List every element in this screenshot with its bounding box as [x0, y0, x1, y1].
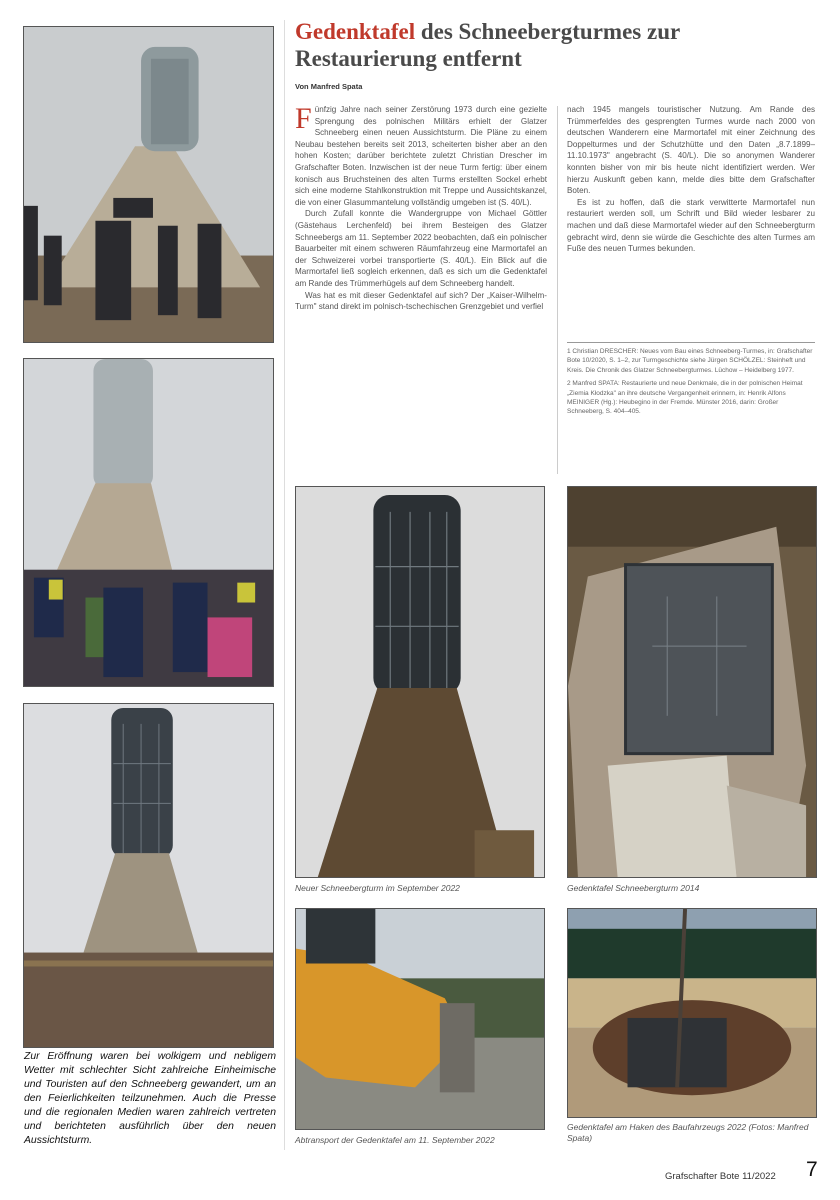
paragraph: nach 1945 mangels touristischer Nutzung. Am Rande des Trümmerfeldes des gesprengten Turmes wurde nach 2000 von deutschen Wanderern eine Marmortafel mit einer Zeichnung des Doppelturmes und der Schutzhütte und den Daten „8.7.1899–11.10.1973" angebracht (S. 40/L). Die so anonymen Wanderer konnten bisher von mir bis heute nicht identifiziert werden. Wer hierzu Auskunft geben kann, melde dies bitte dem Grafschafter Boten.	[567, 105, 815, 196]
photo-tower-crowd-fog	[23, 358, 274, 687]
caption-plaque-2014: Gedenktafel Schneebergturm 2014	[567, 883, 700, 893]
caption-opening: Zur Eröffnung waren bei wolkigem und nebligem Wetter mit schlechter Sicht zahlreiche Einheimische und Touristen auf den Schneeberg gewandert, um an den Feierlichkeiten teilzunehmen. Auch die Presse und die regionalen Medien waren zahlreich vertreten und berichteten ausführlich über den neuen Aussichtsturm.	[24, 1051, 276, 1146]
footnote: 2 Manfred SPATA: Restaurierte und neue Denkmale, die in der polnischen Heimat „Ziemia Kłodzka" an ihre deutsche Vergangenheit erinnern, in: Henrik Alfons MEINIGER (Hg.): Heubegino in der Fremde. Münster 2016, darin: Großer Schneeberg, S. 404–405.	[567, 380, 803, 416]
paragraph: Fünfzig Jahre nach seiner Zerstörung 1973 durch eine gezielte Sprengung des polnischen Militärs erhielt der Glatzer Schneeberg einen neuen Aussichtsturm. Die Pläne zu einem Neubau bestehen bereits seit 2013, scheiterten bisher aber an den hohen Kosten; darüber berichtete zuletzt Christian Drescher im Grafschafter Boten. Inzwischen ist der neue Turm fertig: über einem konisch aus Bruchsteinen des alten Turms erstellten Sockel erhebt sich eine moderne Stahlkonstruktion mit Treppe und Aussichtskanzel, die von einer Glasummantelung vollständig umgeben ist (S. 40/L).	[295, 102, 547, 207]
page-divider	[284, 20, 285, 1150]
photo-tower-press-crowd	[23, 26, 274, 343]
paragraph: Es ist zu hoffen, daß die stark verwitterte Marmortafel nun restauriert werden soll, um Schrift und Bild wieder lesbarer zu machen und daß diese Marmortafel wieder auf den Schneebergturm gebracht wird, denn sie würde die Geschichte des alten Turmes am Fuße des neuen Turmes bekunden.	[567, 197, 815, 254]
photo-plaque-2014	[567, 486, 817, 878]
photo-plaque-transport	[295, 908, 545, 1130]
article-column-1	[295, 104, 547, 313]
article-column-2	[567, 104, 815, 255]
byline: Von Manfred Spata	[295, 82, 363, 91]
caption-transport: Abtransport der Gedenktafel am 11. September 2022	[295, 1135, 495, 1145]
footnotes	[567, 347, 815, 421]
footnote: 1 Christian DRESCHER: Neues vom Bau eines Schneeberg-Turmes, in: Grafschafter Bote 10/2020, S. 1–2, zur Turmgeschichte siehe Jürgen SCHÖLZEL: Steinheft und Kreis. Die Chronik des Glatzer Schneebergturmes. Lüchow – Heidelberg 1977.	[567, 348, 813, 374]
footnote-rule	[567, 342, 815, 343]
photo-new-tower	[295, 486, 545, 878]
article-title	[295, 18, 815, 72]
caption-plaque-vehicle: Gedenktafel am Haken des Baufahrzeugs 2022 (Fotos: Manfred Spata)	[567, 1122, 809, 1143]
column-divider	[557, 106, 558, 474]
photo-tower-cloudy	[23, 703, 274, 1048]
paragraph: Was hat es mit dieser Gedenktafel auf sich? Der „Kaiser-Wilhelm-Turm" stand direkt im polnisch-tschechischen Grenzgebiet und verfiel	[295, 290, 547, 312]
dropcap: F	[295, 102, 312, 135]
title-red: Gedenktafel	[295, 19, 416, 44]
caption-tower-september: Neuer Schneebergturm im September 2022	[295, 883, 460, 893]
paragraph: Durch Zufall konnte die Wandergruppe von Michael Göttler (Gästehaus Lerchenfeld) bei ihrem Besteigen des Glatzer Schneebergs am 11. September 2022 beobachten, daß ein polnischer Bauarbeiter mit einem schweren Räumfahrzeug eine Marmortafel an der Schweizerei vorbei transportierte (S. 40/L). Ein Blick auf die Marmortafel ließ sogleich erkennen, daß es sich um die Gedenktafel am Rande des Trümmerhügels auf dem Schneeberg handelt.	[295, 209, 547, 288]
page-number: 7	[806, 1158, 818, 1181]
photo-plaque-on-vehicle	[567, 908, 817, 1118]
publication-footer: Grafschafter Bote 11/2022	[665, 1171, 776, 1182]
title-rest: des Schneebergturmes zur Restaurierung entfernt	[295, 19, 680, 71]
